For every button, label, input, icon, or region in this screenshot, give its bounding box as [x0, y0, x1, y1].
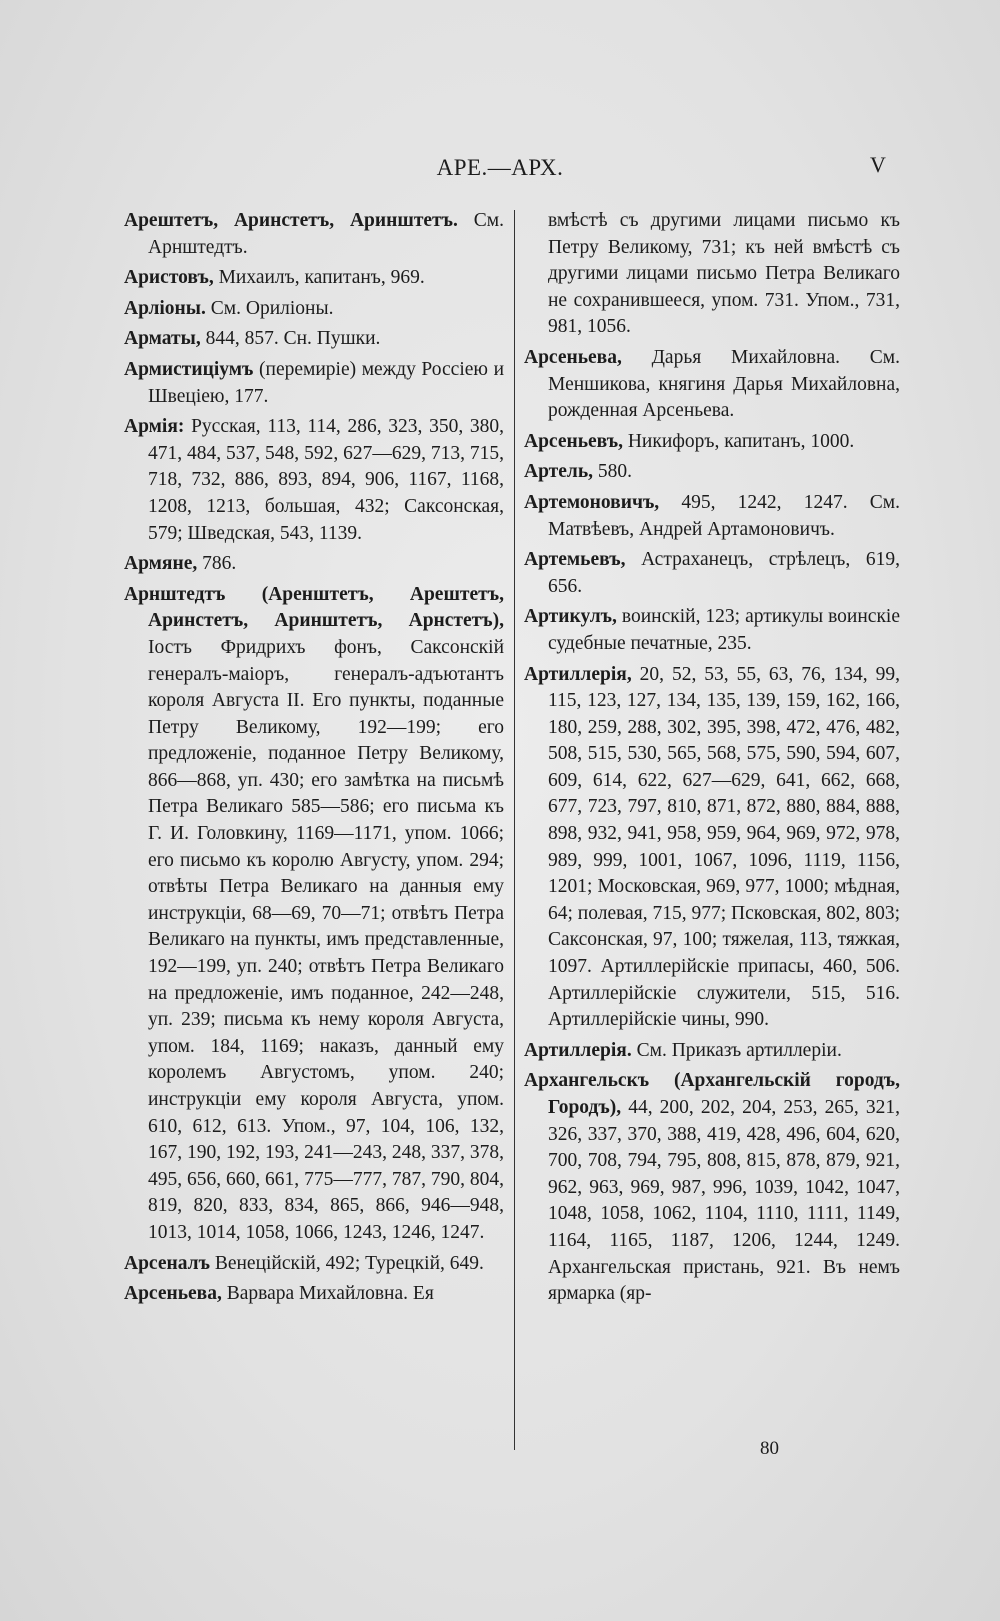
- entry-headword: Артикулъ,: [524, 606, 617, 628]
- entry-headword: Арнштедтъ (Аренштетъ, Арештетъ, Аринстетъ, Аринштетъ, Арнстетъ),: [124, 583, 504, 632]
- entry-headword: Арматы,: [124, 328, 201, 350]
- index-entry: [524, 1068, 900, 1307]
- entry-text: вмѣстѣ съ другими лицами письмо къ Петру Великому, 731; къ ней вмѣстѣ съ другими лицами письмо Петра Великаго не сохранившееся, упом. 731. Упом., 731, 981, 1056.: [548, 210, 900, 338]
- index-entry: [124, 1281, 504, 1308]
- entry-text: Никифоръ, капитанъ, 1000.: [622, 430, 855, 452]
- index-entry: [124, 265, 504, 292]
- entry-headword: Арсеналъ: [124, 1252, 210, 1274]
- signature-mark: 80: [760, 1438, 779, 1459]
- entry-text: Венеційскій, 492; Турецкій, 649.: [209, 1252, 484, 1274]
- entry-headword: Артиллерія.: [524, 1039, 632, 1061]
- entry-headword: Арсеньева,: [124, 1283, 222, 1305]
- index-entry: [524, 459, 900, 486]
- entry-text: воинскій, 123; артикулы воинскіе судебные печатные, 235.: [548, 606, 900, 654]
- index-entry: [524, 547, 900, 600]
- entry-text: Дарья Михайловна. См. Меншикова, княгиня Дарья Михайловна, рожденная Арсеньева.: [548, 346, 900, 422]
- entry-text: См. Приказъ артиллеріи.: [631, 1039, 842, 1061]
- entry-headword: Артиллерія,: [524, 663, 632, 685]
- entry-headword: Арліоны.: [124, 297, 206, 319]
- index-entry: [524, 490, 900, 543]
- entry-headword: Артель,: [524, 461, 594, 483]
- left-column: [124, 208, 504, 1312]
- entry-text: Русская, 113, 114, 286, 323, 350, 380, 471, 484, 537, 548, 592, 627—629, 713, 715, 718, 732, 886, 893, 894, 906, 1167, 1168, 1208, 1213, большая, 432; Саксонская, 579; Шведская, 543, 1139.: [148, 416, 504, 544]
- entry-headword: Армистиціумъ: [124, 358, 254, 380]
- entry-headword: Арештетъ, Аринстетъ, Аринштетъ.: [124, 210, 458, 231]
- index-entry: [524, 1038, 900, 1065]
- entry-headword: Артемьевъ,: [524, 549, 626, 571]
- entry-headword: Архангельскъ (Архангельскій городъ, Городъ),: [524, 1070, 900, 1118]
- entry-headword: Арсеньевъ,: [524, 430, 623, 452]
- index-entry: [124, 551, 504, 578]
- entry-text: См. Арнштедтъ.: [148, 210, 504, 258]
- index-entry: [524, 662, 900, 1034]
- index-entry: [124, 296, 504, 323]
- entry-text: 844, 857. Сн. Пушки.: [200, 328, 381, 350]
- entry-headword: Артемоновичъ,: [524, 491, 660, 513]
- entry-text: См. Ориліоны.: [205, 297, 334, 319]
- entry-headword: Армія:: [124, 416, 185, 438]
- entry-text: 495, 1242, 1247. См. Матвѣевъ, Андрей Артамоновичъ.: [548, 491, 900, 540]
- index-entry: [124, 357, 504, 410]
- entry-text: Іостъ Фридрихъ фонъ, Саксонскій генералъ-маіоръ, генералъ-адъютантъ короля Августа II. Его пункты, поданные Петру Великому, 192—199; его предложеніе, поданное Петру Великому, 866—868, уп. 430; его замѣтка на письмѣ Петра Великаго 585—586; его письма къ Г. И. Головкину, 1169—1171, упом. 1066; его письмо къ королю Августу, упом. 294; отвѣты Петра Великаго на данныя ему инструкціи, 68—69, 70—71; отвѣтъ Петра Великаго на пункты, имъ представленные, 192—199, уп. 240; отвѣтъ Петра Великаго на предложеніе, имъ поданное, 242—248, уп. 239; письма къ нему короля Августа, упом. 184, 1169; наказъ, данный ему королемъ Августомъ, упом. 240; инструкціи ему короля Августа, упом. 610, 612, 613. Упом., 97, 104, 106, 132, 167, 190, 192, 193, 241—243, 248, 337, 378, 495, 656, 660, 661, 775—777, 787, 790, 804, 819, 820, 833, 834, 865, 866, 946—948, 1013, 1014, 1058, 1066, 1243, 1246, 1247.: [148, 636, 504, 1243]
- index-entry: [524, 345, 900, 425]
- index-entry: [524, 604, 900, 657]
- page-folio: V: [870, 152, 886, 177]
- entry-text: (перемиріе) между Россіею и Швеціею, 177.: [148, 358, 504, 407]
- entry-text: Астраханецъ, стрѣлецъ, 619, 656.: [548, 549, 900, 597]
- entry-text: 580.: [593, 461, 633, 483]
- index-entry: [524, 429, 900, 456]
- index-entry: [124, 326, 504, 353]
- index-entry: [124, 414, 504, 547]
- index-entry: [124, 582, 504, 1247]
- entry-text: 44, 200, 202, 204, 253, 265, 321, 326, 337, 370, 388, 419, 428, 496, 604, 620, 700, 708, 794, 795, 808, 815, 878, 879, 921, 962, 963, 969, 987, 996, 1039, 1042, 1047, 1048, 1058, 1062, 1104, 1110, 1111, 1149, 1164, 1165, 1187, 1206, 1244, 1249. Архангельская пристань, 921. Въ немъ ярмарка (яр-: [548, 1097, 900, 1305]
- entry-headword: Армяне,: [124, 553, 198, 575]
- entry-text: Михаилъ, капитанъ, 969.: [213, 267, 425, 289]
- entry-text: Варвара Михайловна. Ея: [221, 1283, 434, 1305]
- entry-text: 786.: [197, 553, 237, 575]
- right-column: [524, 208, 900, 1312]
- entry-headword: Аристовъ,: [124, 267, 214, 289]
- index-entry: [124, 1251, 504, 1278]
- index-entry: [124, 208, 504, 261]
- entry-headword: Арсеньева,: [524, 346, 622, 368]
- entry-text: 20, 52, 53, 55, 63, 76, 134, 99, 115, 123, 127, 134, 135, 139, 159, 162, 166, 180, 259, 288, 302, 395, 398, 472, 476, 482, 508, 515, 530, 565, 568, 575, 590, 594, 607, 609, 614, 622, 627—629, 641, 662, 668, 677, 723, 797, 810, 871, 872, 880, 884, 888, 898, 932, 941, 958, 959, 964, 969, 972, 978, 989, 999, 1001, 1067, 1096, 1119, 1156, 1201; Московская, 969, 977, 1000; мѣдная, 64; полевая, 715, 977; Псковская, 802, 803; Саксонская, 97, 100; тяжелая, 113, тяжкая, 1097. Артиллерійскіе припасы, 460, 506. Артиллерійскіе служители, 515, 516. Артиллерійскіе чины, 990.: [548, 663, 900, 1031]
- running-header: АРЕ.—АРХ.: [436, 155, 564, 180]
- column-rule: [514, 210, 515, 1450]
- index-entry: [524, 208, 900, 341]
